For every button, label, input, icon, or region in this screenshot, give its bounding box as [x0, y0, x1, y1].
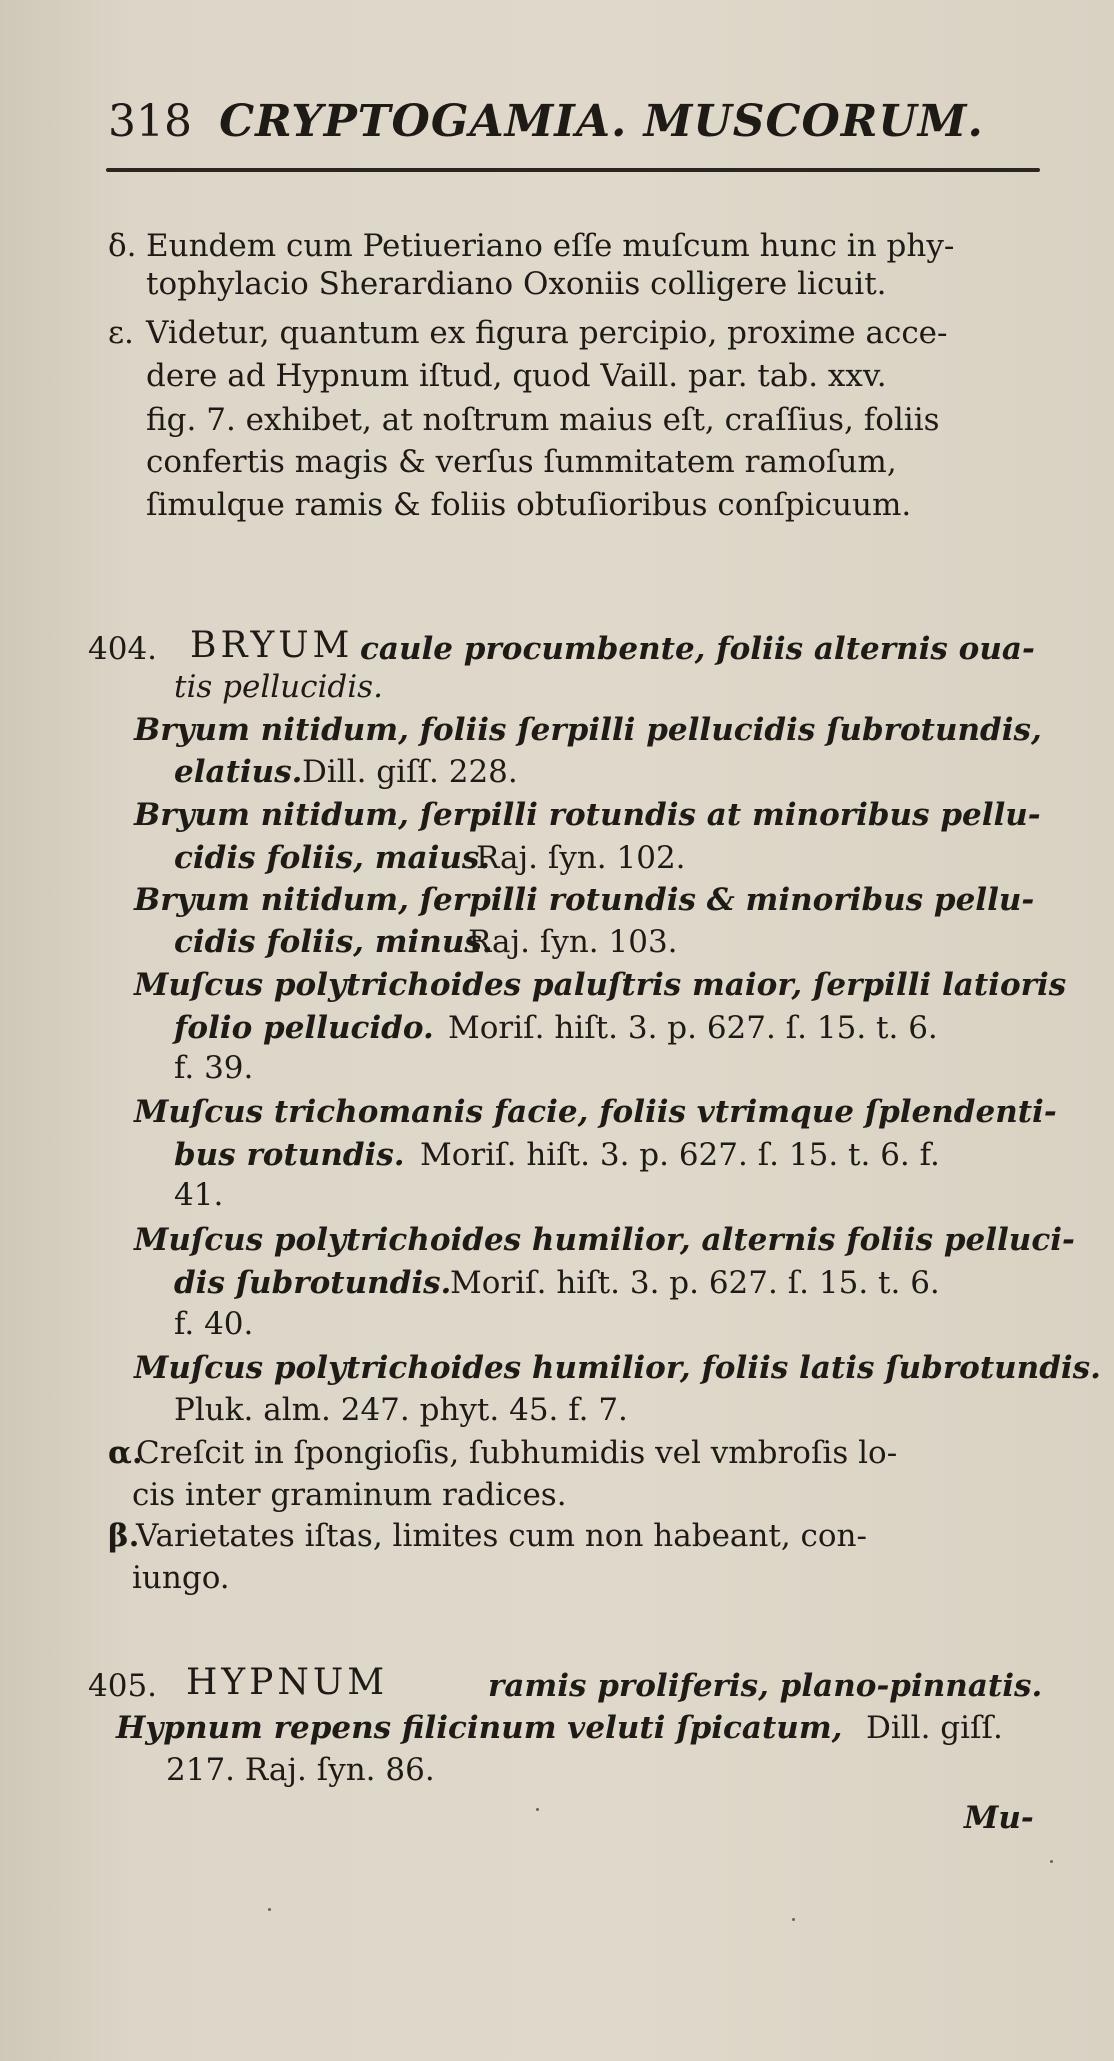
- synonym: elatius.: [174, 754, 303, 790]
- synonym: dis ſubrotundis.: [174, 1265, 452, 1301]
- paper-speck: [268, 1908, 271, 1911]
- citation: Dill. giſſ.: [866, 1710, 1003, 1746]
- paper-speck: [536, 1808, 539, 1811]
- synonym: folio pellucido.: [174, 1010, 434, 1046]
- citation: 41.: [174, 1177, 224, 1213]
- genus-name: HYPNUM: [186, 1662, 389, 1703]
- running-title: CRYPTOGAMIA. MUSCORUM.: [219, 96, 984, 147]
- synonym: Muſcus polytrichoides paluſtris maior, ſerpilli latioris: [134, 967, 1067, 1003]
- citation: Moriſ. hiſt. 3. p. 627. ſ. 15. t. 6.: [450, 1265, 940, 1301]
- citation: f. 40.: [174, 1306, 254, 1342]
- diagnosis: ramis proliferis, plano-pinnatis.: [488, 1668, 1043, 1704]
- synonym: Muſcus trichomanis facie, foliis vtrimque ſplendenti-: [134, 1094, 1057, 1130]
- note-line: cis inter graminum radices.: [132, 1477, 567, 1513]
- diagnosis: caule procumbente, foliis alternis oua-: [360, 631, 1035, 667]
- synonym: Bryum nitidum, foliis ſerpilli pellucidis ſubrotundis,: [134, 712, 1042, 748]
- entry-number: 404.: [88, 631, 158, 667]
- note-line: iungo.: [132, 1560, 230, 1596]
- note-line: ſimulque ramis & foliis obtuſioribus conſpicuum.: [146, 487, 912, 523]
- note-marker: β.: [108, 1518, 140, 1554]
- note-line: Videtur, quantum ex figura percipio, proxime acce-: [146, 315, 948, 351]
- note-marker: δ.: [108, 228, 137, 264]
- synonym: Muſcus polytrichoides humilior, alternis foliis pelluci-: [134, 1222, 1075, 1258]
- genus-name: BRYUM: [190, 625, 354, 666]
- synonym: cidis foliis, minus.: [174, 924, 493, 960]
- citation: Moriſ. hiſt. 3. p. 627. ſ. 15. t. 6. f.: [420, 1137, 940, 1173]
- synonym: bus rotundis.: [174, 1137, 405, 1173]
- catchword: Mu-: [964, 1800, 1034, 1836]
- synonym: Muſcus polytrichoides humilior, foliis latis ſubrotundis.: [134, 1350, 1101, 1386]
- note-line: Eundem cum Petiueriano eſſe muſcum hunc in phy-: [146, 228, 955, 264]
- page-number: 318: [108, 96, 192, 147]
- paper-speck: [1050, 1860, 1053, 1863]
- diagnosis-cont: tis pellucidis.: [174, 669, 383, 705]
- synonym: Hypnum repens filicinum veluti ſpicatum,: [116, 1710, 843, 1746]
- citation: Pluk. alm. 247. phyt. 45. f. 7.: [174, 1392, 628, 1428]
- synonym: cidis foliis, maius.: [174, 840, 491, 876]
- note-line: confertis magis & verſus ſummitatem ramoſum,: [146, 444, 897, 480]
- synonym: Bryum nitidum, ſerpilli rotundis at minoribus pellu-: [134, 797, 1041, 833]
- note-line: Varietates iſtas, limites cum non habeant, con-: [136, 1518, 867, 1554]
- citation: Dill. giſſ. 228.: [302, 754, 518, 790]
- note-line: Creſcit in ſpongioſis, ſubhumidis vel vmbroſis lo-: [136, 1435, 898, 1471]
- synonym: Bryum nitidum, ſerpilli rotundis & minoribus pellu-: [134, 882, 1035, 918]
- citation: f. 39.: [174, 1050, 254, 1086]
- note-line: tophylacio Sherardiano Oxoniis colligere licuit.: [146, 266, 887, 302]
- note-marker: α.: [108, 1435, 143, 1471]
- page-header: [108, 96, 984, 147]
- paper-speck: [792, 1918, 795, 1921]
- citation: Raj. ſyn. 102.: [476, 840, 686, 876]
- note-line: dere ad Hypnum iſtud, quod Vaill. par. tab. xxv.: [146, 358, 887, 394]
- citation: 217. Raj. ſyn. 86.: [166, 1752, 435, 1788]
- header-rule: [106, 168, 1040, 172]
- note-marker: ε.: [108, 315, 134, 351]
- note-line: fig. 7. exhibet, at noſtrum maius eſt, craſſius, foliis: [146, 402, 940, 438]
- entry-number: 405.: [88, 1668, 158, 1704]
- citation: Moriſ. hiſt. 3. p. 627. ſ. 15. t. 6.: [448, 1010, 938, 1046]
- citation: Raj. ſyn. 103.: [468, 924, 678, 960]
